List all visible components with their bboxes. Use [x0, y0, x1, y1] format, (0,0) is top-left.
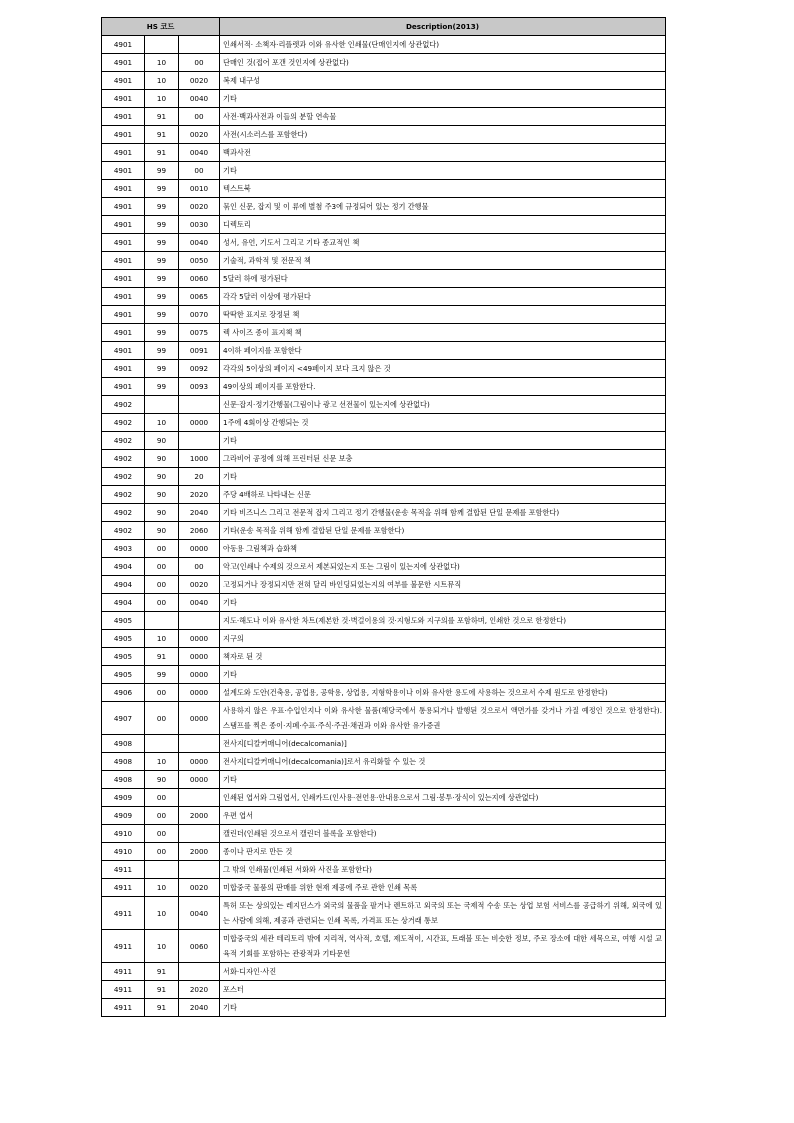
hs-suffix-cell: 0000 — [179, 771, 220, 789]
description-cell: 묶인 신문, 잡지 및 이 류에 별첨 주3에 규정되어 있는 정기 간행물 — [220, 198, 666, 216]
hs-suffix-cell — [179, 432, 220, 450]
hs-subheading-cell: 00 — [145, 684, 179, 702]
hs-heading-cell: 4911 — [102, 930, 145, 963]
hs-suffix-cell: 0000 — [179, 630, 220, 648]
hs-subheading-cell: 99 — [145, 288, 179, 306]
hs-suffix-cell — [179, 861, 220, 879]
description-cell: 아동용 그림책과 습화책 — [220, 540, 666, 558]
description-cell: 기타 비즈니스 그리고 전문적 잡지 그리고 정기 간행물(운송 목적을 위해 함께 결합된 단일 문제를 포함한다) — [220, 504, 666, 522]
hs-heading-cell: 4901 — [102, 252, 145, 270]
hs-suffix-cell — [179, 735, 220, 753]
hs-subheading-cell: 00 — [145, 702, 179, 735]
hs-suffix-cell: 2000 — [179, 807, 220, 825]
hs-suffix-cell: 0091 — [179, 342, 220, 360]
description-cell: 디렉토리 — [220, 216, 666, 234]
description-cell: 기타 — [220, 432, 666, 450]
hs-suffix-cell: 0020 — [179, 72, 220, 90]
table-row — [102, 144, 666, 162]
hs-subheading-cell: 90 — [145, 522, 179, 540]
hs-suffix-cell: 00 — [179, 108, 220, 126]
hs-subheading-cell: 90 — [145, 468, 179, 486]
hs-heading-cell: 4902 — [102, 504, 145, 522]
table-row — [102, 288, 666, 306]
hs-heading-cell: 4901 — [102, 126, 145, 144]
hs-heading-cell: 4905 — [102, 612, 145, 630]
hs-subheading-cell: 99 — [145, 324, 179, 342]
hs-subheading-cell: 90 — [145, 432, 179, 450]
hs-subheading-cell: 10 — [145, 930, 179, 963]
hs-heading-cell: 4901 — [102, 72, 145, 90]
hs-heading-cell: 4901 — [102, 108, 145, 126]
table-row — [102, 216, 666, 234]
description-cell: 기타(운송 목적을 위해 함께 결합된 단일 문제를 포함한다) — [220, 522, 666, 540]
description-cell: 텍스트북 — [220, 180, 666, 198]
hs-heading-cell: 4901 — [102, 378, 145, 396]
hs-suffix-cell: 0092 — [179, 360, 220, 378]
hs-subheading-cell: 00 — [145, 594, 179, 612]
description-cell: 인쇄서적· 소책자·리플렛과 이와 유사한 인쇄물(단매인지에 상관없다) — [220, 36, 666, 54]
description-cell: 우편 엽서 — [220, 807, 666, 825]
hs-subheading-cell: 00 — [145, 576, 179, 594]
description-cell: 종이나 판지로 만든 것 — [220, 843, 666, 861]
hs-suffix-cell: 0040 — [179, 594, 220, 612]
description-header: Description(2013) — [220, 18, 666, 36]
hs-heading-cell: 4904 — [102, 576, 145, 594]
hs-subheading-cell: 10 — [145, 72, 179, 90]
hs-subheading-cell: 10 — [145, 897, 179, 930]
hs-suffix-cell: 0020 — [179, 198, 220, 216]
table-row — [102, 306, 666, 324]
hs-suffix-cell: 0040 — [179, 234, 220, 252]
description-cell: 전사지[디칼커매니어(decalcomania)] — [220, 735, 666, 753]
hs-subheading-cell: 90 — [145, 450, 179, 468]
hs-heading-cell: 4902 — [102, 414, 145, 432]
hs-subheading-cell: 90 — [145, 504, 179, 522]
description-cell: 각각의 5이상의 페이지 <49페이지 보다 크지 않은 것 — [220, 360, 666, 378]
table-row — [102, 843, 666, 861]
document-page — [101, 17, 665, 1017]
table-row — [102, 576, 666, 594]
description-cell: 기타 — [220, 666, 666, 684]
hs-suffix-cell: 0020 — [179, 576, 220, 594]
table-row — [102, 360, 666, 378]
hs-heading-cell: 4911 — [102, 963, 145, 981]
hs-suffix-cell: 2000 — [179, 843, 220, 861]
table-row — [102, 825, 666, 843]
description-cell: 1주에 4회이상 간행되는 것 — [220, 414, 666, 432]
hs-subheading-cell: 10 — [145, 879, 179, 897]
description-cell: 사전(시소러스를 포함한다) — [220, 126, 666, 144]
description-cell: 미합중국의 세관 테리토리 밖에 지리적, 역사적, 호텔, 제도적이, 시간표, 트래블 또는 비슷한 정보, 주로 장소에 대한 세목으로, 여행 시설 교육적 기회를 포함하는 관광적과 기타문헌 — [220, 930, 666, 963]
description-cell: 렉 사이즈 종이 표지책 책 — [220, 324, 666, 342]
hs-heading-cell: 4903 — [102, 540, 145, 558]
table-row — [102, 198, 666, 216]
hs-heading-cell: 4901 — [102, 90, 145, 108]
hs-suffix-cell: 0000 — [179, 753, 220, 771]
hs-suffix-cell: 2040 — [179, 504, 220, 522]
hs-suffix-cell: 0020 — [179, 126, 220, 144]
hs-subheading-cell: 10 — [145, 90, 179, 108]
table-row — [102, 684, 666, 702]
table-row — [102, 861, 666, 879]
table-row — [102, 486, 666, 504]
description-cell: 기타 — [220, 594, 666, 612]
table-row — [102, 666, 666, 684]
hs-heading-cell: 4911 — [102, 999, 145, 1017]
table-row — [102, 558, 666, 576]
table-row — [102, 108, 666, 126]
table-row — [102, 234, 666, 252]
hs-subheading-cell: 99 — [145, 252, 179, 270]
table-row — [102, 879, 666, 897]
hs-subheading-cell: 91 — [145, 108, 179, 126]
table-row — [102, 414, 666, 432]
hs-heading-cell: 4904 — [102, 558, 145, 576]
table-row — [102, 930, 666, 963]
hs-heading-cell: 4905 — [102, 630, 145, 648]
hs-suffix-cell: 0000 — [179, 414, 220, 432]
description-cell: 악고(인쇄나 수제의 것으로서 제본되었는지 또는 그림이 있는지에 상관없다) — [220, 558, 666, 576]
table-row — [102, 522, 666, 540]
hs-code-header: HS 코드 — [102, 18, 220, 36]
table-row — [102, 702, 666, 735]
hs-suffix-cell: 0093 — [179, 378, 220, 396]
hs-subheading-cell: 00 — [145, 807, 179, 825]
description-cell: 인쇄된 엽서와 그림엽서, 인쇄카드(인사용·전언용·안내용으로서 그림·봉투·장식이 있는지에 상관없다) — [220, 789, 666, 807]
description-cell: 주당 4배하로 나타내는 신문 — [220, 486, 666, 504]
hs-heading-cell: 4901 — [102, 36, 145, 54]
table-row — [102, 54, 666, 72]
table-row — [102, 270, 666, 288]
table-row — [102, 252, 666, 270]
hs-heading-cell: 4906 — [102, 684, 145, 702]
hs-heading-cell: 4911 — [102, 897, 145, 930]
hs-heading-cell: 4909 — [102, 789, 145, 807]
description-cell: 5달러 하에 평가된다 — [220, 270, 666, 288]
hs-suffix-cell: 0060 — [179, 270, 220, 288]
hs-heading-cell: 4901 — [102, 54, 145, 72]
table-row — [102, 735, 666, 753]
hs-subheading-cell: 91 — [145, 144, 179, 162]
table-body — [102, 36, 666, 1017]
hs-subheading-cell: 99 — [145, 360, 179, 378]
hs-suffix-cell: 2020 — [179, 981, 220, 999]
hs-heading-cell: 4902 — [102, 468, 145, 486]
hs-heading-cell: 4911 — [102, 861, 145, 879]
hs-subheading-cell: 91 — [145, 126, 179, 144]
description-cell: 특허 또는 상의있는 레지던스가 외국의 물품을 팔거나 렌트하고 외국의 또는 국제적 수송 또는 상업 보험 서비스를 공급하기 위해, 외국에 있는 사람에 의해, 제공과 관련되는 인쇄 목록, 가격표 또는 상거래 통보 — [220, 897, 666, 930]
hs-heading-cell: 4901 — [102, 288, 145, 306]
description-cell: 그라비어 공정에 의해 프린터된 신문 보충 — [220, 450, 666, 468]
table-row — [102, 807, 666, 825]
hs-subheading-cell — [145, 735, 179, 753]
table-row — [102, 594, 666, 612]
description-cell: 지구의 — [220, 630, 666, 648]
hs-suffix-cell: 0070 — [179, 306, 220, 324]
description-cell: 사전·백과사전과 이들의 분할 연속물 — [220, 108, 666, 126]
table-row — [102, 981, 666, 999]
hs-suffix-cell: 20 — [179, 468, 220, 486]
table-row — [102, 999, 666, 1017]
table-row — [102, 36, 666, 54]
hs-suffix-cell: 0000 — [179, 648, 220, 666]
description-cell: 단매인 것(접어 포갠 것인지에 상관없다) — [220, 54, 666, 72]
hs-suffix-cell: 00 — [179, 558, 220, 576]
description-cell: 백과사전 — [220, 144, 666, 162]
hs-heading-cell: 4908 — [102, 735, 145, 753]
description-cell: 서화·디자인·사진 — [220, 963, 666, 981]
hs-heading-cell: 4902 — [102, 396, 145, 414]
hs-subheading-cell: 99 — [145, 666, 179, 684]
table-row — [102, 396, 666, 414]
hs-subheading-cell: 10 — [145, 54, 179, 72]
description-cell: 기술적, 과학적 및 전문적 책 — [220, 252, 666, 270]
hs-heading-cell: 4904 — [102, 594, 145, 612]
table-row — [102, 162, 666, 180]
hs-subheading-cell: 99 — [145, 198, 179, 216]
hs-subheading-cell — [145, 396, 179, 414]
hs-code-table — [101, 17, 666, 1017]
hs-heading-cell: 4902 — [102, 486, 145, 504]
table-row — [102, 468, 666, 486]
description-cell: 기타 — [220, 162, 666, 180]
hs-subheading-cell: 00 — [145, 825, 179, 843]
hs-suffix-cell — [179, 36, 220, 54]
hs-suffix-cell: 0075 — [179, 324, 220, 342]
hs-heading-cell: 4901 — [102, 360, 145, 378]
hs-suffix-cell: 2040 — [179, 999, 220, 1017]
table-row — [102, 72, 666, 90]
table-row — [102, 342, 666, 360]
description-cell: 지도·해도나 이와 유사한 차트(제본한 것·벽걸이용의 것·지형도와 지구의를 포함하며, 인쇄한 것으로 한정한다) — [220, 612, 666, 630]
hs-heading-cell: 4910 — [102, 843, 145, 861]
table-row — [102, 504, 666, 522]
description-cell: 미합중국 물품의 판매를 위한 현재 제공에 주로 관한 인쇄 목록 — [220, 879, 666, 897]
hs-subheading-cell — [145, 36, 179, 54]
hs-heading-cell: 4911 — [102, 981, 145, 999]
hs-subheading-cell: 99 — [145, 306, 179, 324]
hs-heading-cell: 4901 — [102, 342, 145, 360]
hs-suffix-cell: 0040 — [179, 897, 220, 930]
description-cell: 그 밖의 인쇄물(인쇄된 서화와 사진을 포함한다) — [220, 861, 666, 879]
hs-subheading-cell: 99 — [145, 216, 179, 234]
hs-suffix-cell — [179, 963, 220, 981]
description-cell: 포스터 — [220, 981, 666, 999]
description-cell: 캘린더(인쇄된 것으로서 캘린더 블록을 포함한다) — [220, 825, 666, 843]
hs-heading-cell: 4902 — [102, 432, 145, 450]
hs-heading-cell: 4907 — [102, 702, 145, 735]
hs-subheading-cell: 91 — [145, 963, 179, 981]
description-cell: 책자로 된 것 — [220, 648, 666, 666]
table-row — [102, 450, 666, 468]
hs-subheading-cell: 90 — [145, 486, 179, 504]
hs-heading-cell: 4901 — [102, 198, 145, 216]
hs-subheading-cell: 00 — [145, 558, 179, 576]
hs-heading-cell: 4902 — [102, 450, 145, 468]
table-row — [102, 630, 666, 648]
hs-suffix-cell: 0000 — [179, 666, 220, 684]
hs-suffix-cell — [179, 612, 220, 630]
hs-heading-cell: 4910 — [102, 825, 145, 843]
hs-subheading-cell: 91 — [145, 981, 179, 999]
hs-suffix-cell — [179, 396, 220, 414]
description-cell: 복제 내구성 — [220, 72, 666, 90]
hs-subheading-cell: 99 — [145, 270, 179, 288]
hs-suffix-cell: 0050 — [179, 252, 220, 270]
table-header-row — [102, 18, 666, 36]
hs-suffix-cell: 00 — [179, 162, 220, 180]
hs-suffix-cell: 0040 — [179, 90, 220, 108]
description-cell: 고정되거나 장정되지만 전혀 달리 바인딩되었는지의 여부를 불문한 시트뮤직 — [220, 576, 666, 594]
hs-suffix-cell — [179, 789, 220, 807]
hs-subheading-cell: 99 — [145, 378, 179, 396]
hs-heading-cell: 4901 — [102, 180, 145, 198]
table-row — [102, 963, 666, 981]
hs-suffix-cell — [179, 825, 220, 843]
table-row — [102, 90, 666, 108]
table-row — [102, 897, 666, 930]
hs-heading-cell: 4909 — [102, 807, 145, 825]
table-row — [102, 540, 666, 558]
hs-heading-cell: 4911 — [102, 879, 145, 897]
hs-subheading-cell: 10 — [145, 753, 179, 771]
hs-suffix-cell: 0065 — [179, 288, 220, 306]
hs-heading-cell: 4901 — [102, 162, 145, 180]
hs-subheading-cell: 90 — [145, 771, 179, 789]
hs-subheading-cell: 00 — [145, 843, 179, 861]
description-cell: 각각 5달러 이상에 평가된다 — [220, 288, 666, 306]
hs-heading-cell: 4905 — [102, 666, 145, 684]
description-cell: 신문·잡지·정기간행물(그림이나 광고 선전물이 있는지에 상관없다) — [220, 396, 666, 414]
table-row — [102, 612, 666, 630]
hs-subheading-cell — [145, 612, 179, 630]
hs-suffix-cell: 2060 — [179, 522, 220, 540]
hs-heading-cell: 4908 — [102, 771, 145, 789]
hs-suffix-cell: 0040 — [179, 144, 220, 162]
table-row — [102, 789, 666, 807]
description-cell: 딱딱한 표지로 장정된 책 — [220, 306, 666, 324]
hs-subheading-cell — [145, 861, 179, 879]
hs-suffix-cell: 0000 — [179, 702, 220, 735]
hs-heading-cell: 4908 — [102, 753, 145, 771]
hs-subheading-cell: 99 — [145, 162, 179, 180]
hs-suffix-cell: 1000 — [179, 450, 220, 468]
hs-subheading-cell: 99 — [145, 342, 179, 360]
hs-suffix-cell: 0030 — [179, 216, 220, 234]
table-row — [102, 771, 666, 789]
table-row — [102, 753, 666, 771]
hs-subheading-cell: 99 — [145, 234, 179, 252]
hs-suffix-cell: 2020 — [179, 486, 220, 504]
hs-heading-cell: 4901 — [102, 216, 145, 234]
hs-subheading-cell: 91 — [145, 648, 179, 666]
hs-heading-cell: 4902 — [102, 522, 145, 540]
hs-subheading-cell: 00 — [145, 789, 179, 807]
hs-subheading-cell: 99 — [145, 180, 179, 198]
hs-heading-cell: 4901 — [102, 270, 145, 288]
description-cell: 기타 — [220, 468, 666, 486]
hs-subheading-cell: 91 — [145, 999, 179, 1017]
hs-heading-cell: 4901 — [102, 306, 145, 324]
table-row — [102, 378, 666, 396]
hs-suffix-cell: 0000 — [179, 684, 220, 702]
description-cell: 사용하지 않은 우표·수입인지나 이와 유사한 물품(해당국에서 통용되거나 발행된 것으로서 액면가를 갖거나 가질 예정인 것으로 한정한다). 스탬프를 찍은 종이·지폐·수표·주식·주권·채권과 이와 유사한 유가증권 — [220, 702, 666, 735]
description-cell: 기타 — [220, 771, 666, 789]
hs-subheading-cell: 10 — [145, 414, 179, 432]
hs-heading-cell: 4901 — [102, 144, 145, 162]
table-row — [102, 432, 666, 450]
hs-subheading-cell: 10 — [145, 630, 179, 648]
hs-suffix-cell: 0020 — [179, 879, 220, 897]
description-cell: 성서, 유언, 기도서 그리고 기타 종교적인 책 — [220, 234, 666, 252]
table-row — [102, 126, 666, 144]
description-cell: 4이하 페이지를 포함한다 — [220, 342, 666, 360]
table-row — [102, 324, 666, 342]
hs-heading-cell: 4901 — [102, 324, 145, 342]
hs-heading-cell: 4905 — [102, 648, 145, 666]
hs-suffix-cell: 0060 — [179, 930, 220, 963]
hs-suffix-cell: 0010 — [179, 180, 220, 198]
table-row — [102, 648, 666, 666]
hs-subheading-cell: 00 — [145, 540, 179, 558]
description-cell: 전사지[디칼커매니어(decalcomania)]로서 유리화할 수 있는 것 — [220, 753, 666, 771]
description-cell: 49이상의 페이지를 포함한다. — [220, 378, 666, 396]
table-row — [102, 180, 666, 198]
description-cell: 기타 — [220, 90, 666, 108]
description-cell: 기타 — [220, 999, 666, 1017]
hs-suffix-cell: 0000 — [179, 540, 220, 558]
hs-heading-cell: 4901 — [102, 234, 145, 252]
hs-suffix-cell: 00 — [179, 54, 220, 72]
description-cell: 설계도와 도안(건축용, 공업용, 공학용, 상업용, 지형학용이나 이와 유사한 용도에 사용하는 것으로서 수제 원도로 한정한다) — [220, 684, 666, 702]
